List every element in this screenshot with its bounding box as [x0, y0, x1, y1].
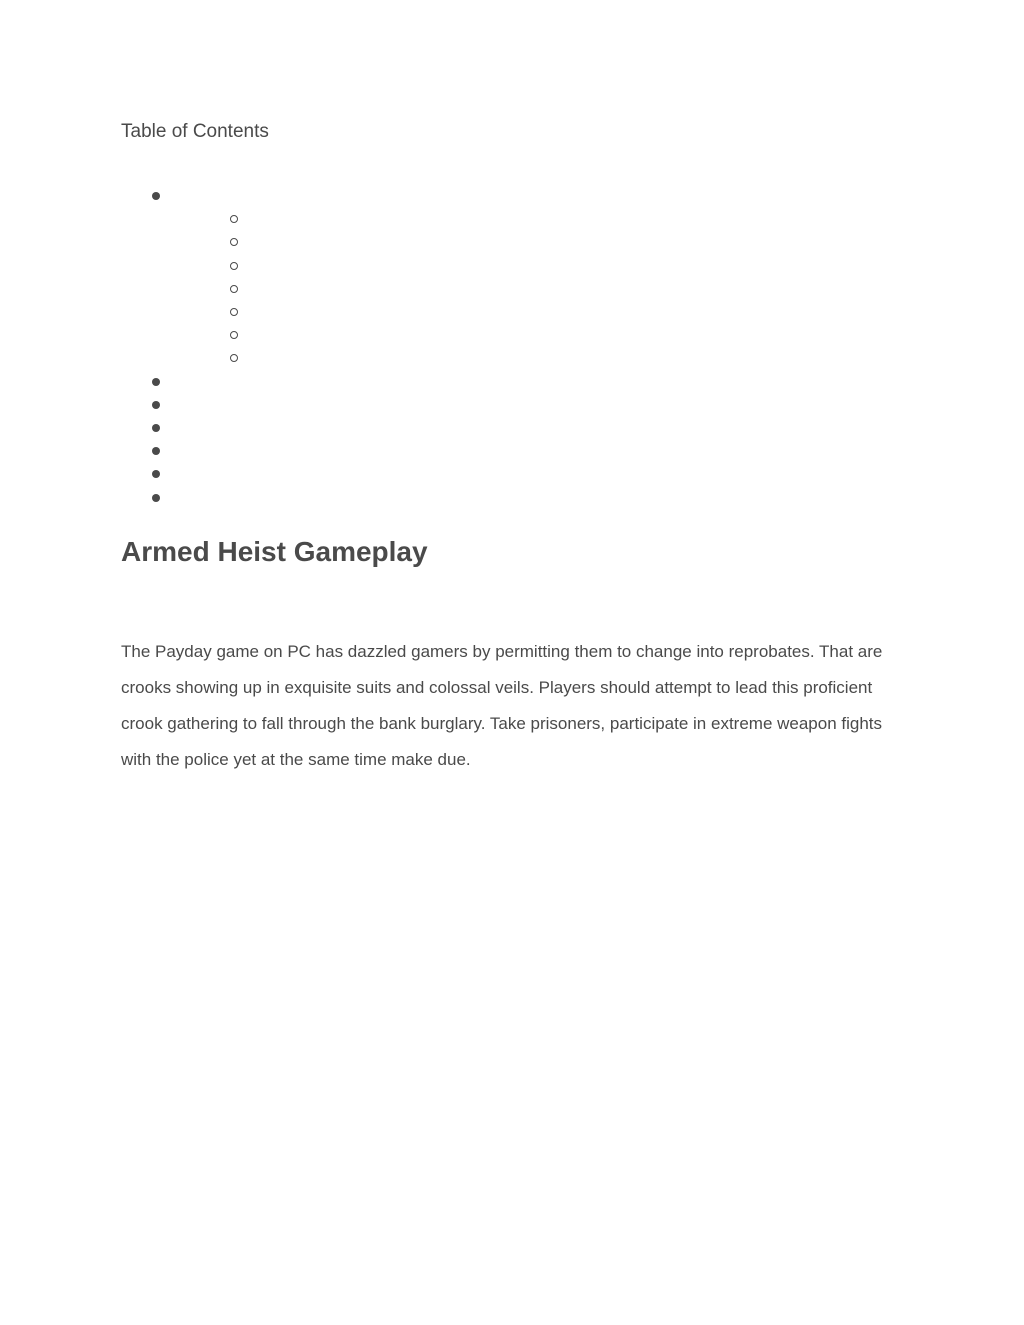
bullet-filled-icon: [152, 470, 160, 478]
bullet-hollow-icon: [230, 285, 238, 293]
toc-item[interactable]: [0, 324, 400, 347]
toc-item[interactable]: [0, 394, 400, 417]
toc-title: Table of Contents: [121, 121, 269, 142]
section-heading: Armed Heist Gameplay: [121, 536, 428, 567]
toc-item[interactable]: [0, 417, 400, 440]
toc-item[interactable]: [0, 301, 400, 324]
bullet-hollow-icon: [230, 215, 238, 223]
bullet-filled-icon: [152, 424, 160, 432]
bullet-hollow-icon: [230, 354, 238, 362]
bullet-filled-icon: [152, 378, 160, 386]
toc-item[interactable]: [0, 255, 400, 278]
toc-item[interactable]: [0, 185, 400, 208]
section-paragraph: The Payday game on PC has dazzled gamers by permitting them to change into reprobates. That are crooks showing up in exquisite suits and colossal veils. Players should attempt to lead this proficient crook gathering to fall through the bank burglary. Take prisoners, participate in extreme weapon fights with the police yet at the same time make due.: [121, 642, 883, 769]
bullet-filled-icon: [152, 447, 160, 455]
bullet-filled-icon: [152, 401, 160, 409]
toc-item[interactable]: [0, 208, 400, 231]
bullet-hollow-icon: [230, 331, 238, 339]
toc-item[interactable]: [0, 463, 400, 486]
toc-item[interactable]: [0, 231, 400, 254]
bullet-filled-icon: [152, 494, 160, 502]
toc-item[interactable]: [0, 371, 400, 394]
bullet-filled-icon: [152, 192, 160, 200]
toc-item[interactable]: [0, 440, 400, 463]
bullet-hollow-icon: [230, 238, 238, 246]
toc-item[interactable]: [0, 347, 400, 370]
toc-item[interactable]: [0, 487, 400, 510]
bullet-hollow-icon: [230, 262, 238, 270]
bullet-hollow-icon: [230, 308, 238, 316]
toc-item[interactable]: [0, 278, 400, 301]
